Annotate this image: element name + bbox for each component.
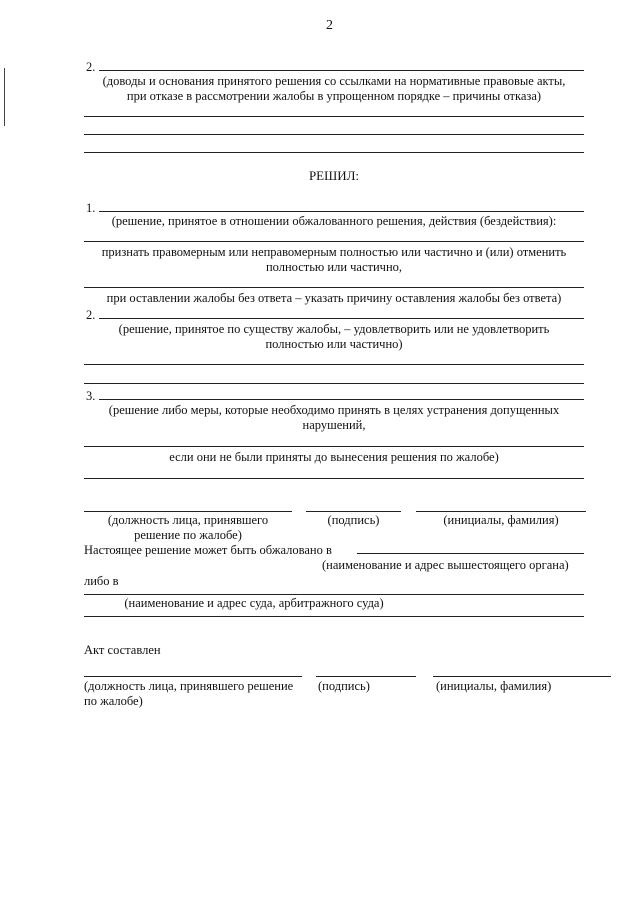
act-signature-line [316, 676, 416, 677]
act-name-caption: (инициалы, фамилия) [436, 679, 552, 693]
position-caption: решение по жалобе) [134, 528, 242, 542]
act-position-line [84, 676, 302, 677]
position-line [84, 511, 292, 512]
blank-line [84, 616, 584, 617]
blank-line [84, 241, 584, 242]
item1-line [99, 211, 584, 212]
signature-line [306, 511, 401, 512]
act-position-caption: по жалобе) [84, 694, 143, 708]
item1-caption: признать правомерным или неправомерным полностью или частично и (или) отменить [101, 245, 567, 259]
appeal-text: Настоящее решение может быть обжаловано в [84, 543, 332, 557]
page-number: 2 [326, 18, 333, 33]
item2-caption: (решение, принятое по существу жалобы, – удовлетворить или не удовлетворить [118, 322, 550, 336]
item1-caption: при оставлении жалобы без ответа – указать причину оставления жалобы без ответа) [106, 291, 562, 305]
item1-caption: полностью или частично, [265, 260, 403, 274]
item2-number: 2. [86, 308, 96, 322]
item1-number: 1. [86, 201, 96, 215]
item3-caption: (решение либо меры, которые необходимо принять в целях устранения допущенных [108, 403, 560, 417]
name-caption: (инициалы, фамилия) [443, 513, 559, 527]
blank-line [84, 116, 584, 117]
higher-body-caption: (наименование и адрес вышестоящего органа) [322, 558, 569, 572]
section2-line [99, 70, 584, 71]
act-name-line [433, 676, 611, 677]
name-line [416, 511, 586, 512]
item3-caption: если они не были приняты до вынесения решения по жалобе) [169, 450, 499, 464]
act-position-caption: (должность лица, принявшего решение [84, 679, 294, 693]
blank-line [84, 134, 584, 135]
item2-line [99, 318, 584, 319]
decided-heading: РЕШИЛ: [308, 168, 360, 183]
item2-caption: полностью или частично) [265, 337, 403, 351]
page-edge-mark [4, 68, 5, 126]
item3-caption: нарушений, [302, 418, 366, 432]
item3-line [99, 399, 584, 400]
item1-caption: (решение, принятое в отношении обжалованного решения, действия (бездействия): [111, 214, 557, 228]
section2-caption: при отказе в рассмотрении жалобы в упрощенном порядке – причины отказа) [126, 89, 542, 103]
or-in-label: либо в [84, 574, 119, 588]
court-line [84, 594, 584, 595]
section2-number: 2. [86, 60, 96, 74]
section2-caption: (доводы и основания принятого решения со ссылками на нормативные правовые акты, [102, 74, 566, 88]
act-title: Акт составлен [84, 643, 161, 657]
blank-line [84, 383, 584, 384]
court-caption: (наименование и адрес суда, арбитражного суда) [124, 596, 384, 610]
blank-line [84, 446, 584, 447]
blank-line [84, 478, 584, 479]
higher-body-line [357, 553, 584, 554]
position-caption: (должность лица, принявшего [107, 513, 269, 527]
blank-line [84, 287, 584, 288]
act-signature-caption: (подпись) [318, 679, 370, 693]
blank-line [84, 364, 584, 365]
signature-caption: (подпись) [327, 513, 380, 527]
item3-number: 3. [86, 389, 96, 403]
blank-line [84, 152, 584, 153]
